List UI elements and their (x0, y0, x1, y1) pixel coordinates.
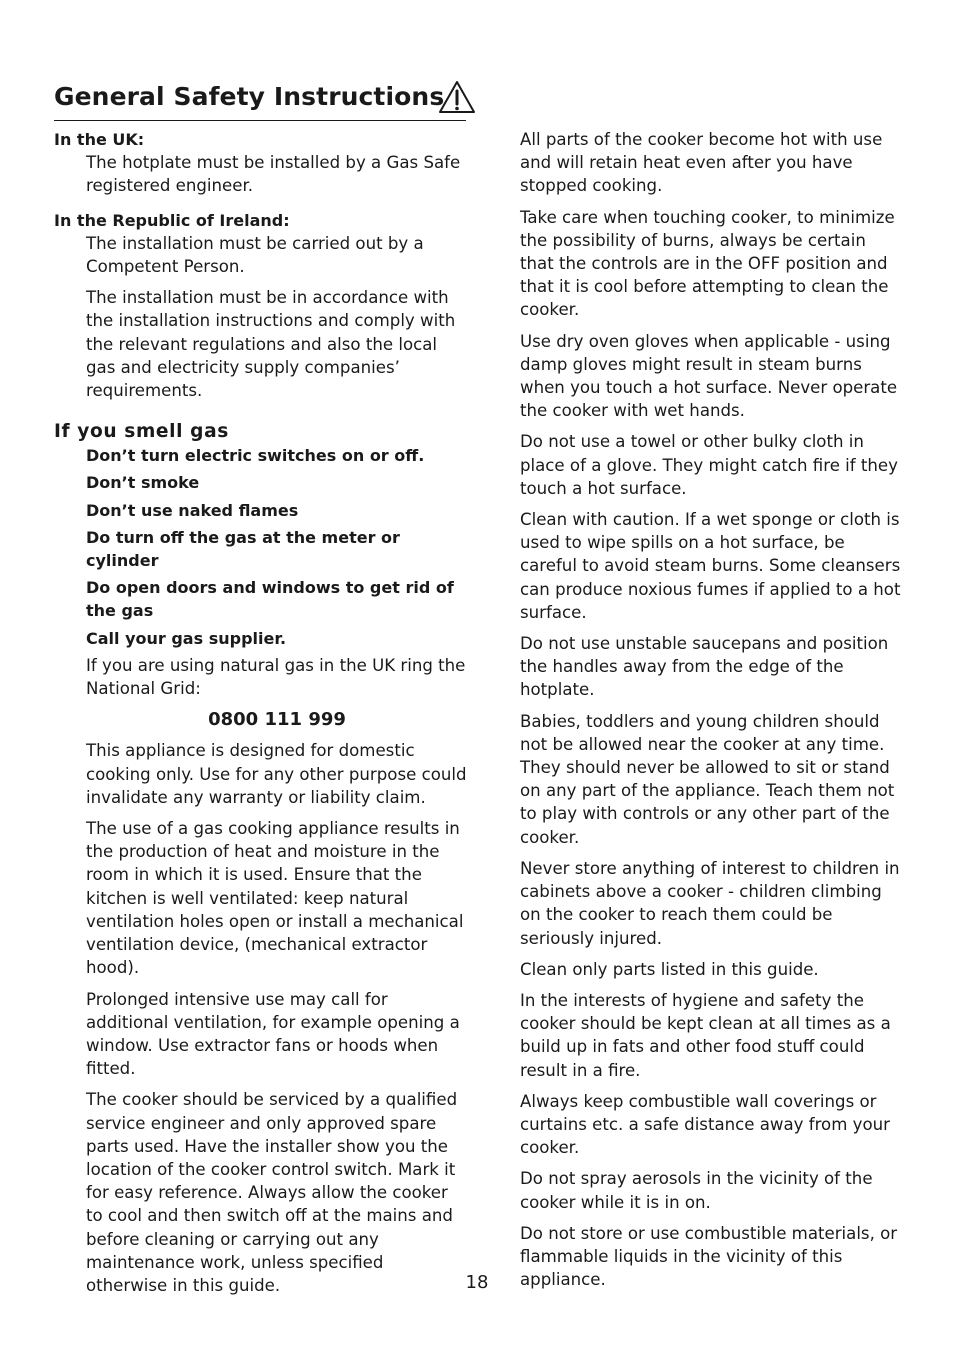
paragraph: This appliance is designed for domestic cooking only. Use for any other purpose could invalidate any warranty or liability claim. (86, 741, 467, 807)
paragraph: Babies, toddlers and young children should not be allowed near the cooker at any time. They should never be allowed to sit or stand on any part of the appliance. Teach them not to play with controls or any other part of the cooker. (520, 711, 895, 847)
gas-step: Don’t turn electric switches on or off. (86, 446, 425, 466)
paragraph: Never store anything of interest to children in cabinets above a cooker - children climbing on the cooker to reach them could be seriously injured. (520, 858, 900, 948)
right-column (520, 128, 902, 1291)
paragraph: In the interests of hygiene and safety the cooker should be kept clean at all times as a build up in fats and other food stuff could result in a fire. (520, 990, 891, 1080)
paragraph: Always keep combustible wall coverings or curtains etc. a safe distance away from your cooker. (520, 1091, 890, 1158)
paragraph: Take care when touching cooker, to minimize the possibility of burns, always be certain that the controls are in the OFF position and that it is cool before attempting to clean the cooker. (520, 207, 895, 320)
warning-triangle-icon (438, 80, 476, 114)
paragraph: Prolonged intensive use may call for additional ventilation, for example opening a window. Use extractor fans or hoods when fitted. (86, 989, 460, 1079)
page-heading (54, 78, 466, 121)
gas-step: Don’t smoke (86, 473, 200, 493)
paragraph: Clean with caution. If a wet sponge or cloth is used to wipe spills on a hot surface, be careful to avoid steam burns. Some cleansers can produce noxious fumes if applied to a hot surface. (520, 510, 901, 622)
gas-section-heading: If you smell gas (54, 421, 229, 443)
gas-step: Call your gas supplier. (86, 628, 287, 648)
paragraph: Clean only parts listed in this guide. (520, 959, 819, 979)
paragraph: Do not use unstable saucepans and position the handles away from the edge of the hotplate. (520, 634, 889, 700)
national-grid-text: If you are using natural gas in the UK ring the National Grid: (86, 655, 466, 699)
page-number: 18 (465, 1272, 489, 1293)
paragraph: Do not store or use combustible materials, or flammable liquids in the vicinity of this appliance. (520, 1223, 898, 1290)
gas-step: Do open doors and windows to get rid of the gas (86, 578, 454, 621)
emergency-phone-number: 0800 111 999 (208, 709, 346, 731)
compliance-text: The installation must be in accordance with the installation instructions and comply with the relevant regulations and also the local gas and electricity supply companies’ requirements. (86, 288, 456, 401)
roi-text: The installation must be carried out by a Competent Person. (86, 233, 424, 277)
page-title: General Safety Instructions (54, 82, 445, 111)
paragraph: The cooker should be serviced by a qualified service engineer and only approved spare parts used. Have the installer show you the location of the cooker control switch. Mark it for easy reference. Always allow the cooker to cool and then switch off at the mains and before cleaning or carrying out any maintenance work, unless specified otherwise in this guide. (86, 1090, 458, 1295)
uk-text: The hotplate must be installed by a Gas Safe registered engineer. (86, 153, 461, 196)
paragraph: Do not spray aerosols in the vicinity of the cooker while it is in on. (520, 1169, 873, 1212)
roi-label: In the Republic of Ireland: (54, 210, 290, 230)
paragraph: The use of a gas cooking appliance results in the production of heat and moisture in the room in which it is used. Ensure that the kitchen is well ventilated: keep natural ventilation holes open or install a mechanical ventilation device, (mechanical extractor hood). (86, 819, 464, 978)
gas-step: Don’t use naked flames (86, 500, 299, 520)
paragraph: Do not use a towel or other bulky cloth in place of a glove. They might catch fire if they touch a hot surface. (520, 432, 898, 498)
uk-label: In the UK: (54, 130, 145, 149)
paragraph: Use dry oven gloves when applicable - using damp gloves might result in steam burns when you touch a hot surface. Never operate the cooker with wet hands. (520, 331, 898, 421)
gas-step: Do turn off the gas at the meter or cylinder (86, 527, 400, 571)
paragraph: All parts of the cooker become hot with use and will retain heat even after you have stopped cooking. (520, 130, 883, 196)
left-column (54, 128, 468, 1297)
